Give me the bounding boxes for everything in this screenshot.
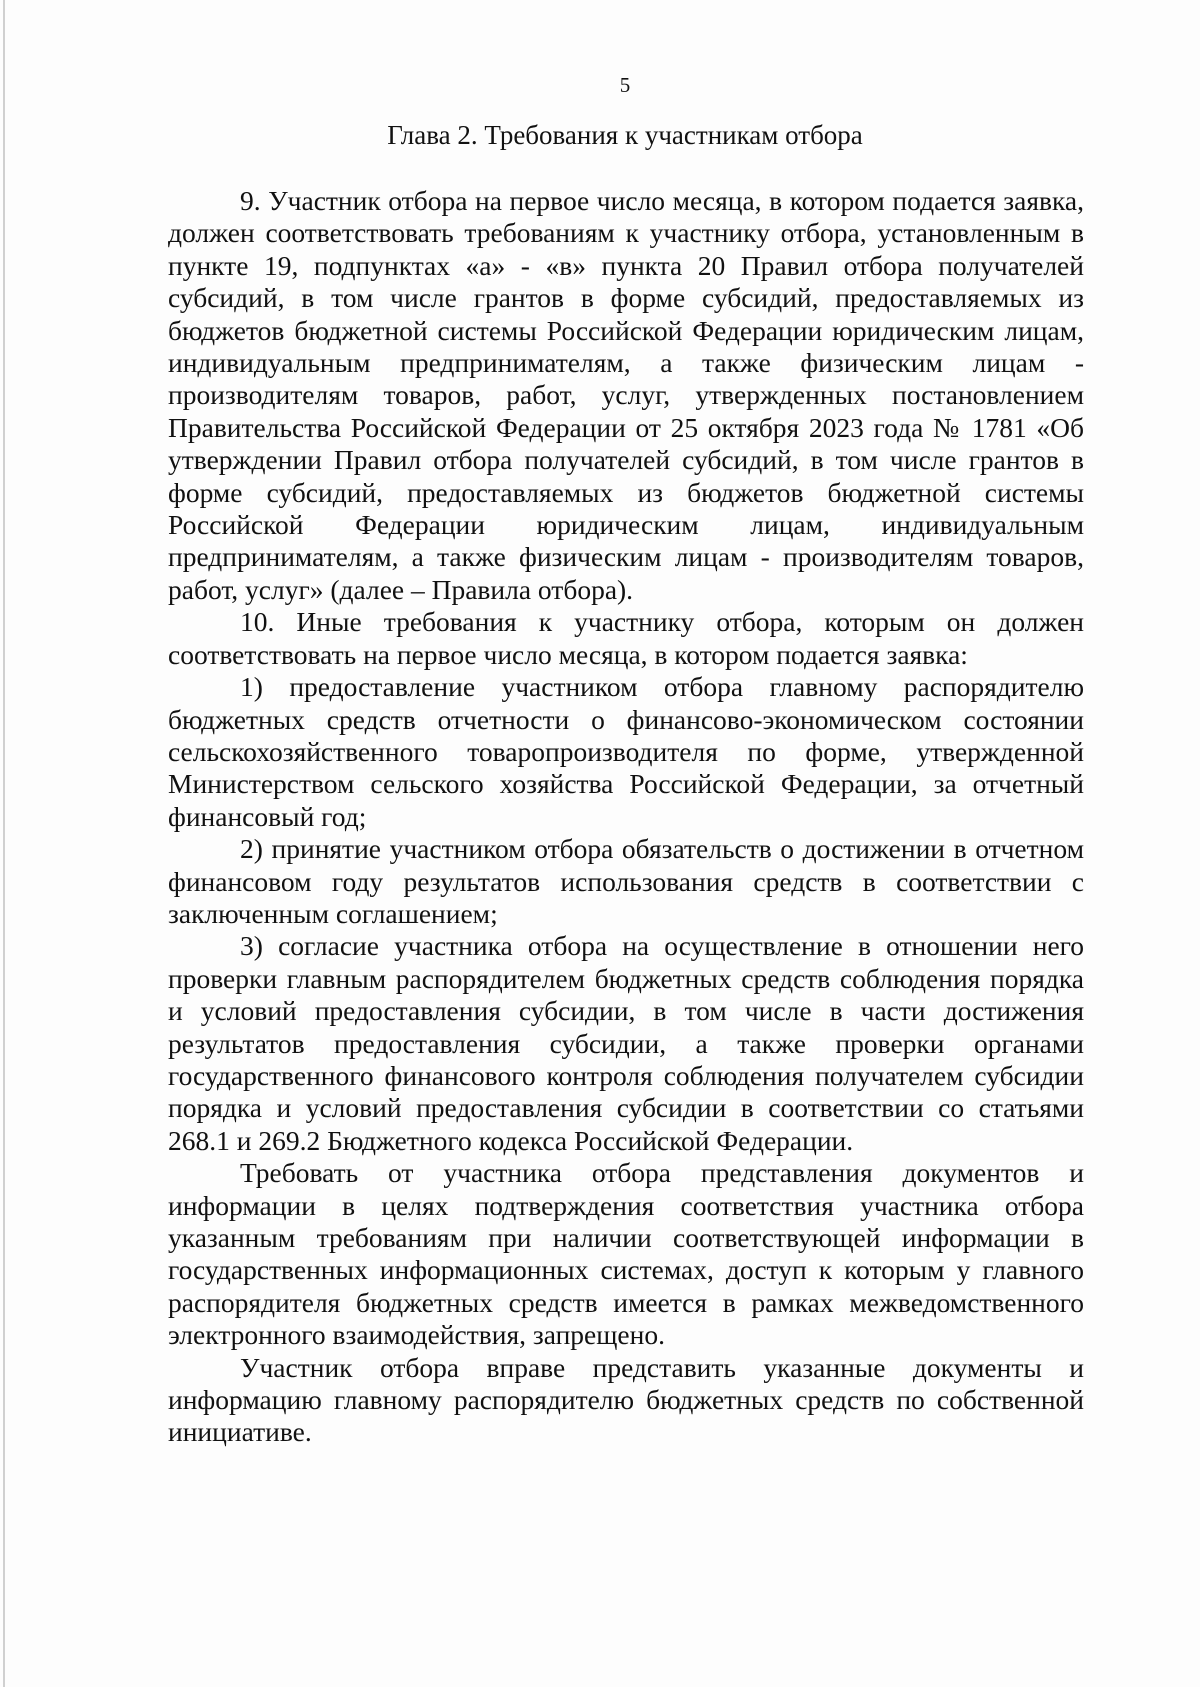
paragraph-10: 10. Иные требования к участнику отбора, которым он должен соответствовать на первое число месяца, в котором подается заявка:	[168, 606, 1084, 670]
own-initiative-paragraph: Участник отбора вправе представить указанные документы и информацию главному распорядителю бюджетных средств по собственной инициативе.	[168, 1351, 1084, 1448]
subitem-1: 1) предоставление участником отбора главному распорядителю бюджетных средств отчетности о финансово-экономическом состоянии сельскохозяйственного товаропроизводителя по форме, утвержденной Министерством сельского хозяйства Российской Федерации, за отчетный финансовый год;	[168, 671, 1084, 832]
prohibition-paragraph: Требовать от участника отбора представления документов и информации в целях подтверждения соответствия участника отбора указанным требованиям при наличии соответствующей информации в государственных информационных системах, доступ к которым у главного распорядителя бюджетных средств имеется в рамках межведомственного электронного взаимодействия, запрещено.	[168, 1157, 1084, 1351]
page-number: 5	[619, 73, 631, 97]
subitem-2: 2) принятие участником отбора обязательств о достижении в отчетном финансовом году результатов использования средств в соответствии с заключенным соглашением;	[168, 833, 1084, 929]
subitem-3: 3) согласие участника отбора на осуществление в отношении него проверки главным распорядителем бюджетных средств соблюдения порядка и условий предоставления субсидии, в том числе в части достижения результатов предоставления субсидии, а также проверки органами государственного финансового контроля соблюдения получателем субсидии порядка и условий предоставления субсидии в соответствии со статьями 268.1 и 269.2 Бюджетного кодекса Российской Федерации.	[168, 930, 1084, 1156]
chapter-title: Глава 2. Требования к участникам отбора	[387, 120, 863, 150]
scan-edge-line	[3, 0, 5, 1687]
document-body	[168, 185, 1084, 1449]
paragraph-9: 9. Участник отбора на первое число месяца, в котором подается заявка, должен соответствовать требованиям к участнику отбора, установленным в пункте 19, подпунктах «а» - «в» пункта 20 Правил отбора получателей субсидий, в том числе грантов в форме субсидий, предоставляемых из бюджетов бюджетной системы Российской Федерации юридическим лицам, индивидуальным предпринимателям, а также физическим лицам - производителям товаров, работ, услуг, утвержденных постановлением Правительства Российской Федерации от 25 октября 2023 года № 1781 «Об утверждении Правил отбора получателей субсидий, в том числе грантов в форме субсидий, предоставляемых из бюджетов бюджетной системы Российской Федерации юридическим лицам, индивидуальным предпринимателям, а также физическим лицам - производителям товаров, работ, услуг» (далее – Правила отбора).	[168, 185, 1084, 605]
